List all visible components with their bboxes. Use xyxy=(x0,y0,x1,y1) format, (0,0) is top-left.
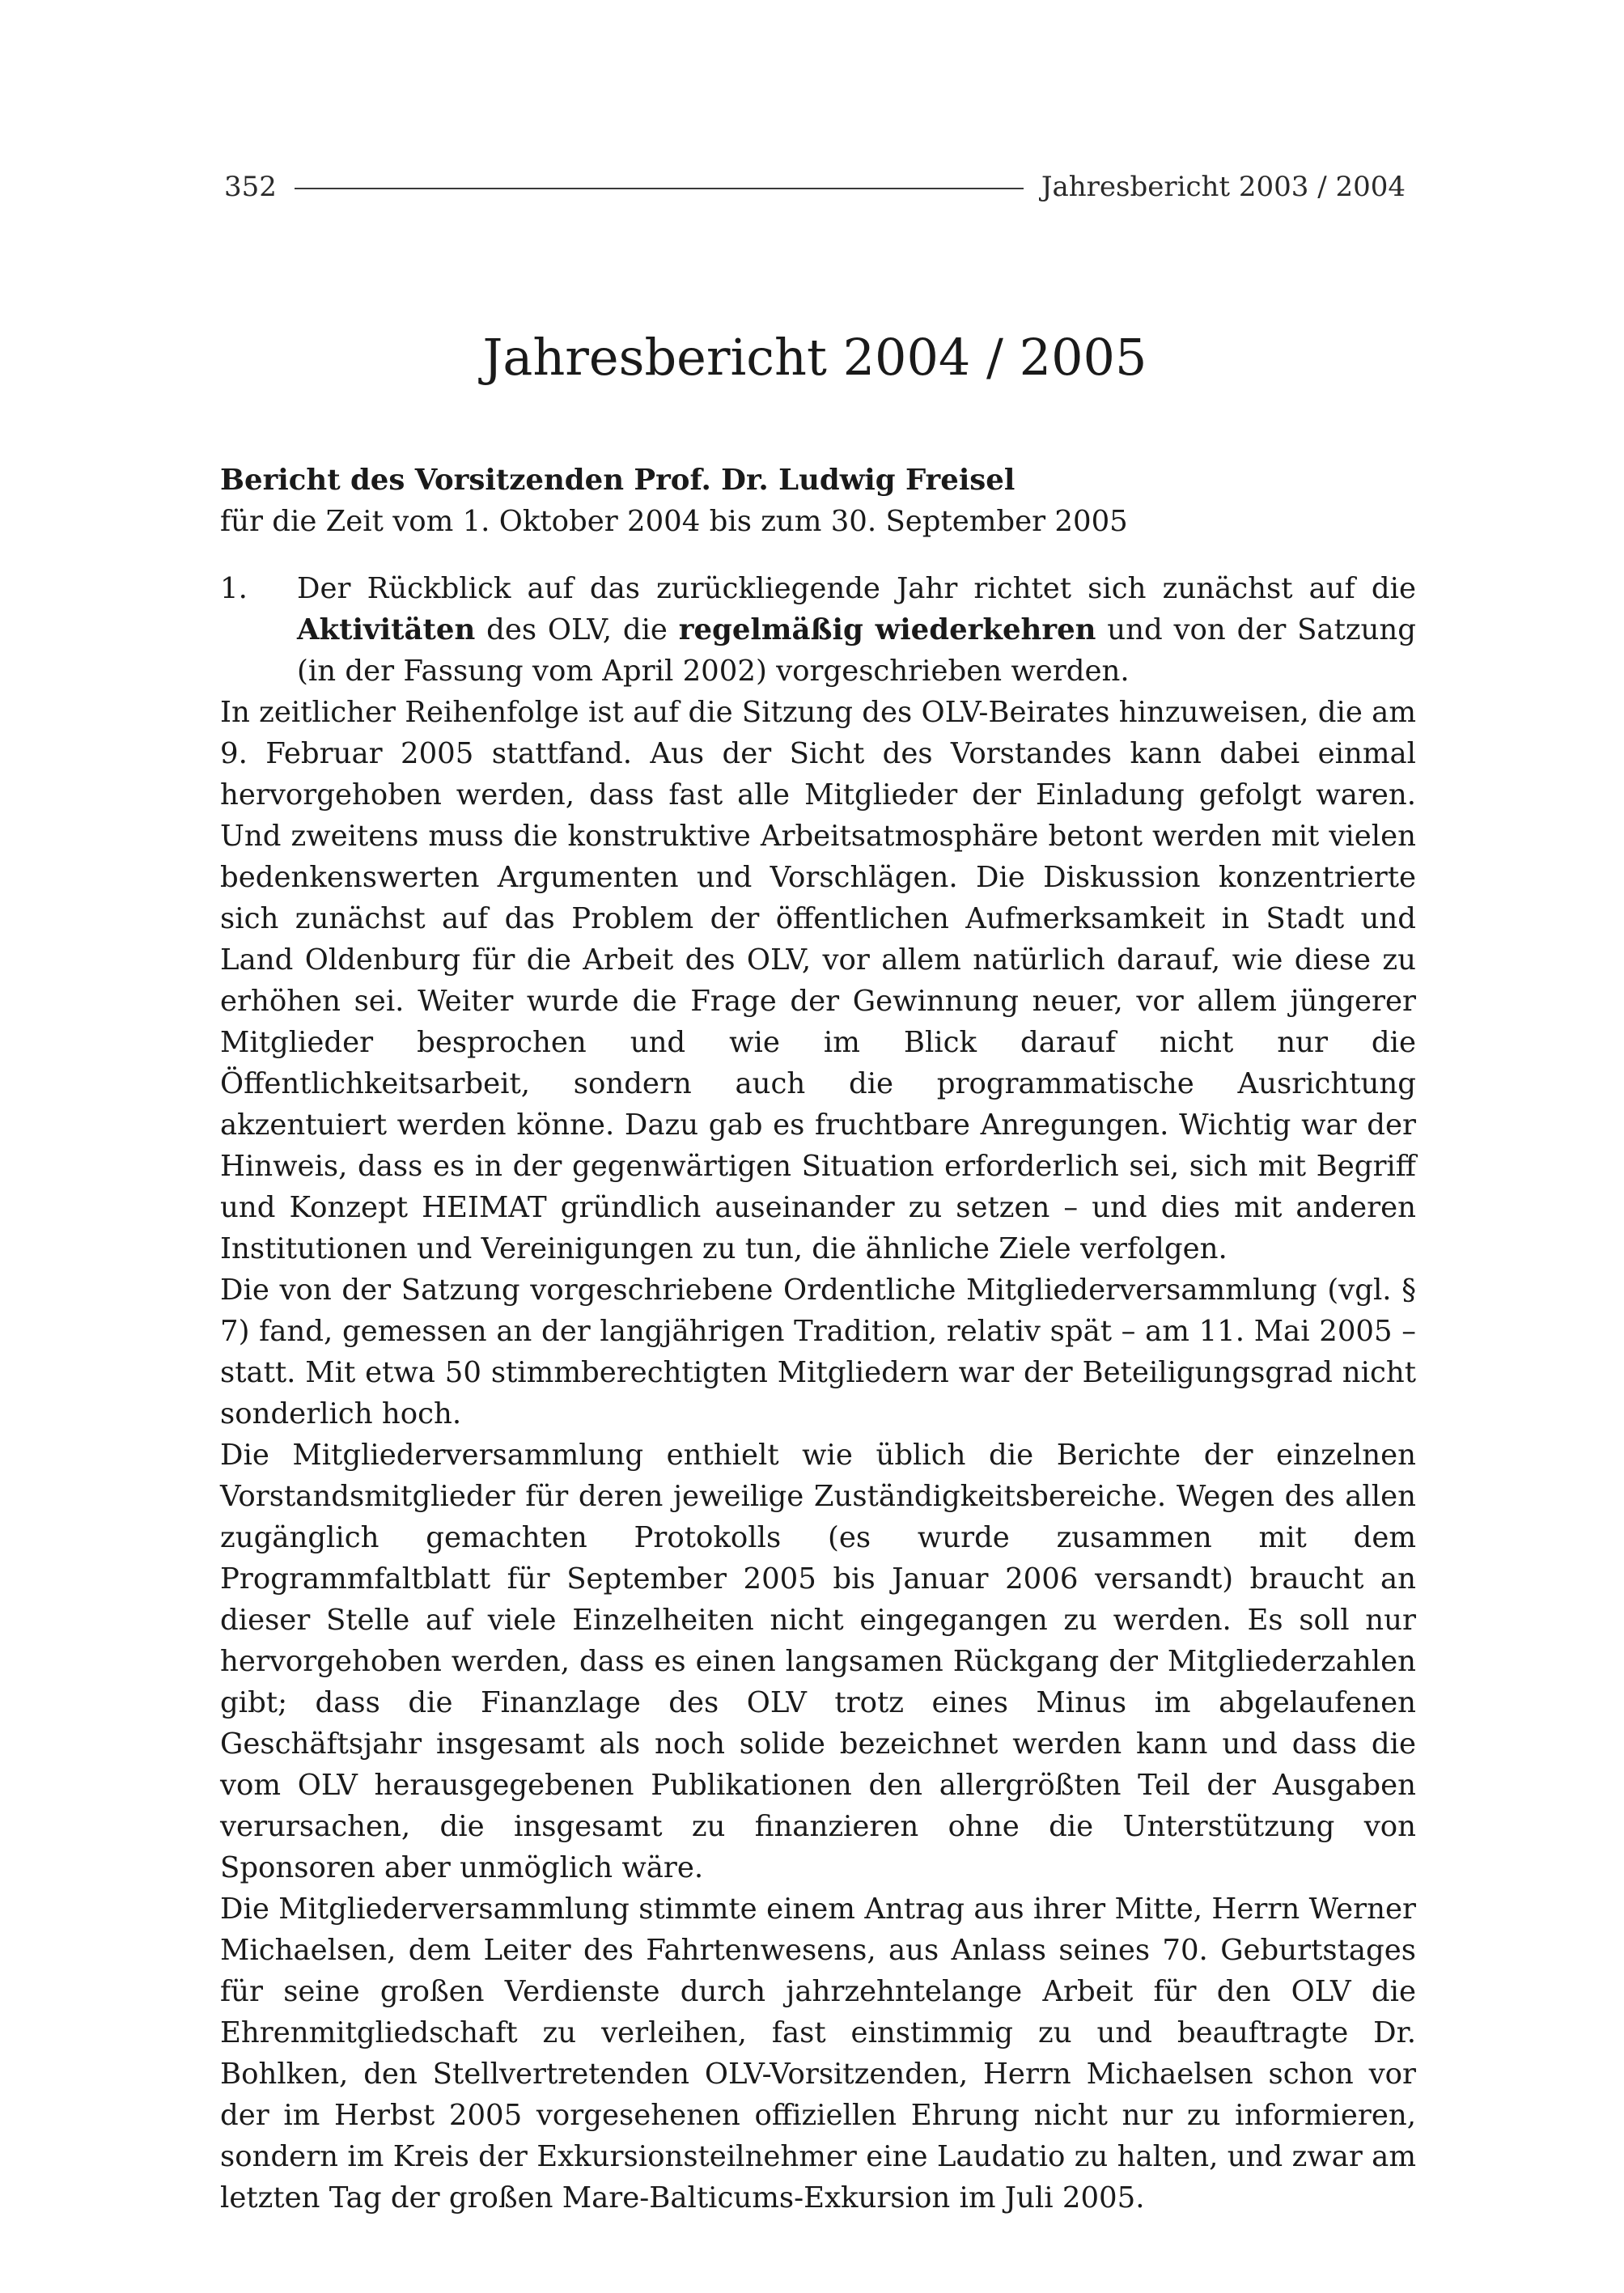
report-body xyxy=(220,460,1416,2219)
paragraph-ehrenmitgliedschaft: Die Mitgliederversammlung stimmte einem Antrag aus ihrer Mitte, Herrn Werner Michaelsen, dem Leiter des Fahrtenwesens, aus Anlass seines 70. Geburtstages für seine großen Verdienste durch jahrzehntelange Arbeit für den OLV die Ehrenmitgliedschaft zu verleihen, fast einstimmig zu und beauftragte Dr. Bohlken, den Stellvertretenden OLV-Vorsitzenden, Herrn Michaelsen schon vor der im Herbst 2005 vorgesehenen offiziellen Ehrung nicht nur zu informieren, sondern im Kreis der Exkursionsteilnehmer eine Laudatio zu halten, und zwar am letzten Tag der großen Mare-Balticums-Exkursion im Juli 2005. xyxy=(220,1892,1416,2215)
report-heading: Bericht des Vorsitzenden Prof. Dr. Ludwig Freisel xyxy=(220,464,1016,497)
page-number: 352 xyxy=(224,171,277,203)
header-rule xyxy=(295,188,1024,189)
item-text-part: Der Rückblick auf das zurückliegende Jahr richtet sich zunächst auf die xyxy=(297,572,1416,605)
item-bold-recurring: regelmäßig wiederkehren xyxy=(678,613,1096,646)
page-title: Jahresbericht 2004 / 2005 xyxy=(482,328,1147,387)
paragraph-berichte: Die Mitgliederversammlung enthielt wie üblich die Berichte der einzelnen Vorstandsmitglieder für deren jeweilige Zuständigkeitsbereiche. Wegen des allen zugänglich gemachten Protokolls (es wurde zusammen mit dem Programmfaltblatt für September 2005 bis Januar 2006 versandt) braucht an dieser Stelle auf viele Einzelheiten nicht eingegangen zu werden. Es soll nur hervorgehoben werden, dass es einen langsamen Rückgang der Mitgliederzahlen gibt; dass die Finanzlage des OLV trotz eines Minus im abgelaufenen Geschäftsjahr insgesamt als noch solide bezeichnet werden kann und dass die vom OLV herausgegebenen Publikationen den allergrößten Teil der Ausgaben verursachen, die insgesamt zu finanzieren ohne die Unterstützung von Sponsoren aber unmöglich wäre. xyxy=(220,1439,1416,1884)
item-text xyxy=(297,568,1416,692)
item-text-part: des OLV, die xyxy=(475,613,679,646)
item-text-part: und von der Satzung (in der Fassung vom April 2002) vorgeschrieben werden. xyxy=(297,613,1416,688)
report-period: für die Zeit vom 1. Oktober 2004 bis zum 30. September 2005 xyxy=(220,505,1128,538)
paragraph-mitgliederversammlung: Die von der Satzung vorgeschriebene Ordentliche Mitgliederversammlung (vgl. § 7) fand, gemessen an der langjährigen Tradition, relativ spät – am 11. Mai 2005 – statt. Mit etwa 50 stimmberechtigten Mitgliedern war der Beteiligungsgrad nicht sonderlich hoch. xyxy=(220,1274,1416,1430)
item-number: 1. xyxy=(220,572,248,605)
paragraph-beirat: In zeitlicher Reihenfolge ist auf die Sitzung des OLV-Beirates hinzuweisen, die am 9. Februar 2005 stattfand. Aus der Sicht des Vorstandes kann dabei einmal hervorgehoben werden, dass fast alle Mitglieder der Einladung gefolgt waren. Und zweitens muss die konstruktive Arbeitsatmosphäre betont werden mit vielen bedenkenswerten Argumenten und Vorschlägen. Die Diskussion konzentrierte sich zunächst auf das Problem der öffentlichen Aufmerksamkeit in Stadt und Land Oldenburg für die Arbeit des OLV, vor allem natürlich darauf, wie diese zu erhöhen sei. Weiter wurde die Frage der Gewinnung neuer, vor allem jüngerer Mitglieder besprochen und wie im Blick darauf nicht nur die Öffentlichkeitsarbeit, sondern auch die programmatische Ausrichtung akzentuiert werden könne. Dazu gab es fruchtbare Anregungen. Wichtig war der Hinweis, dass es in der gegenwärtigen Situation erforderlich sei, sich mit Begriff und Konzept HEIMAT gründlich auseinander zu setzen – und dies mit anderen Institutionen und Vereinigungen zu tun, die ähnliche Ziele verfolgen. xyxy=(220,696,1416,1265)
numbered-item-1 xyxy=(220,568,1416,692)
running-head xyxy=(224,166,1406,208)
running-title: Jahresbericht 2003 / 2004 xyxy=(1041,171,1406,203)
item-bold-activities: Aktivitäten xyxy=(297,613,476,646)
